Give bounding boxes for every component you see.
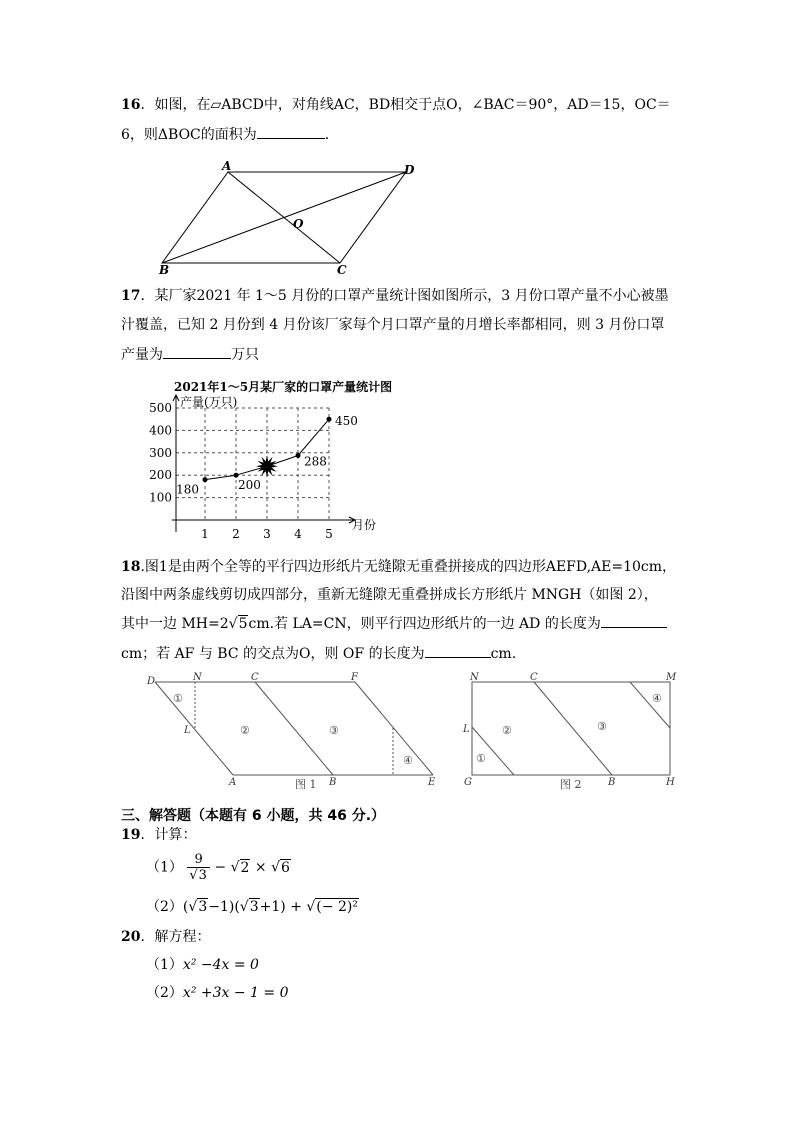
fig2-piece-2: ② [502,724,512,737]
section3-title: 三、解答题（本题有 6 小题，共 46 分.） [121,808,386,824]
ink-blot-shape [256,455,278,477]
edge-da [155,682,233,775]
fig1-piece-3: ③ [329,724,339,737]
fig2-cut-m [630,682,670,728]
fig2-label-b: B [608,777,616,788]
q18-text3b: cm.若 LA=CN，则平行四边形纸片的一边 AD 的长度为 [248,616,601,632]
x-tick-label: 1 [201,527,209,541]
label-a: A [222,159,232,173]
q16-text2: 6，则ΔBOC的面积为 [121,127,257,143]
q18-answer-blank-2[interactable] [425,643,491,658]
edge-fe [355,682,433,775]
fig1-label-e: E [428,777,436,788]
y-tick-label: 300 [149,445,172,460]
q19-p2-mid: −1)( [208,899,240,915]
q16-number: 16 [121,97,141,113]
q17-line2 [121,315,664,335]
fig1-piece-1: ① [173,692,183,705]
q16-line2 [121,124,339,145]
label-o: O [293,217,304,231]
fig1-label-f: F [351,672,358,683]
label-d: D [404,163,415,177]
q19-p2-label: （2） [146,899,183,915]
fig1-caption: 图 1 [295,778,317,791]
q18-number: 18 [121,559,141,575]
q18-text3a: 其中一边 MH=2 [121,616,229,632]
q18-line2 [121,585,658,605]
q19-p2-plus: +1) + [259,899,302,915]
fig2-caption: 图 2 [560,778,582,791]
label-c: C [337,263,347,277]
q20-p1-label: （1） [146,957,183,973]
q19-p2-sqrt-neg2sq: (− 2)² [316,899,358,915]
q20-p2-label: （2） [146,985,183,1001]
fig2-piece-1: ① [476,752,486,765]
q18-answer-blank-1[interactable] [601,613,667,628]
q18-line3: 其中一边 MH=2√5cm.若 LA=CN，则平行四边形纸片的一边 AD 的长度为 [121,613,667,634]
q18-text4b: cm. [490,646,517,662]
q16-text2-end: ． [324,127,339,143]
data-point [327,417,332,422]
fig1-label-l: L [184,725,191,736]
data-point [203,477,208,482]
q19-p1-minus: − [214,859,227,876]
q19-p1-label: （1） [146,859,183,876]
ink-blot-icon [256,455,278,477]
q16-text1: ．如图，在▱ABCD中，对角线AC，BD相交于点O，∠BAC＝90°，AD＝15，OC＝ [140,97,671,113]
series-line-segment [205,475,236,479]
q20-part1 [146,955,259,975]
q17-line1 [121,286,669,306]
q18-line4 [121,643,516,664]
data-label: 200 [238,478,261,493]
data-label: 288 [304,454,327,469]
fig2-piece-3: ③ [597,720,607,733]
q18-text1: .图1是由两个全等的平行四边形纸片无缝隙无重叠拼接成的四边形AEFD,AE=10cm， [140,559,677,575]
q20-number: 20 [121,929,141,945]
fig1-piece-4: ④ [403,754,413,767]
q17-line-chart [140,375,393,550]
fig2-label-m: M [666,672,677,683]
q18-text4a: cm；若 AF 与 BC 的交点为O，则 OF 的长度为 [121,646,425,662]
q17-text2: 汁覆盖，已知 2 月份到 4 月份该厂家每个月口罩产量的月增长率都相同，则 3 月份口罩 [121,317,665,333]
q19-p1-sqrt6: 6 [281,859,290,876]
diagonal-bd [162,172,406,263]
q17-text3-end: 万只 [231,347,259,363]
q17-line3 [121,344,259,365]
q20-part2 [146,983,289,1003]
q19-part1: （1） $\frac{9}{√3}$ − √2 × √6 [146,852,290,883]
chart-title: 2021年1～5月某厂家的口罩产量统计图 [174,380,393,394]
fig2-label-g: G [464,777,472,788]
fig1-label-n: N [193,672,202,683]
y-tick-label: 400 [149,423,172,438]
fig1-label-c: C [251,672,259,683]
q18-figure-1 [145,672,445,792]
q16-line1 [121,95,671,115]
q18-text2: 沿图中两条虚线剪切成四部分，重新无缝隙无重叠拼成长方形纸片 MNGH（如图 2）， [121,587,658,603]
q19-line [121,825,196,845]
q19-p1-sqrt2: 2 [240,859,250,876]
q20-title: ．解方程： [140,929,211,945]
label-b: B [159,263,170,277]
q16-parallelogram-figure [150,160,430,280]
q17-text1: ．某厂家2021 年 1～5 月份的口罩产量统计图如图所示，3 月份口罩产量不小心被墨 [140,288,669,304]
x-tick-label: 4 [294,527,302,541]
q19-p2-sqrt3a: 3 [198,899,208,915]
q19-p2-open: ( [182,899,189,915]
x-tick-label: 3 [263,527,271,541]
q20-p1-equation: x² −4x = 0 [182,957,259,973]
chart-y-ticks [149,401,172,505]
fig2-label-n: N [470,672,479,683]
q17-number: 17 [121,288,141,304]
fig1-piece-2: ② [240,724,250,737]
fig2-label-c: C [530,672,538,683]
q17-answer-blank[interactable] [163,344,231,359]
fig1-label-d: D [147,676,156,687]
y-tick-label: 500 [149,401,172,415]
data-label: 180 [176,482,199,497]
q19-number: 19 [121,827,141,843]
y-tick-label: 100 [149,490,172,505]
fig1-label-b: B [329,777,337,788]
chart-x-ticks [201,527,333,541]
q16-answer-blank[interactable] [257,124,325,139]
fig2-label-h: H [666,777,675,788]
q18-sqrt5: 5 [238,616,248,632]
q19-p1-numerator: 9 [187,852,210,868]
data-point [296,453,301,458]
x-tick-label: 2 [232,527,240,541]
q20-p2-equation: x² +3x − 1 = 0 [182,985,289,1001]
q18-figure-2 [462,672,692,792]
chart-xlabel: 月份 [352,518,377,532]
chart-ylabel: 产量(万只) [180,395,238,409]
y-tick-label: 200 [149,468,172,483]
data-label: 450 [335,414,358,429]
edge-cb [255,682,333,775]
q18-line1 [121,557,676,577]
q19-p1-times: × [254,859,267,876]
fig2-label-l: L [463,724,470,735]
x-tick-label: 5 [325,527,333,541]
series-line-segment [298,419,329,455]
q19-p1-denominator: 3 [198,868,207,883]
fig2-piece-4: ④ [652,692,662,705]
q20-line [121,927,210,947]
q19-p2-sqrt3b: 3 [249,899,259,915]
q19-part2: （2）(√3−1)(√3+1) + √(− 2)² [146,899,358,915]
q19-p1-fraction: $\frac{9}{√3}$ [187,852,210,883]
fig1-label-a: A [229,777,237,788]
q17-text3: 产量为 [121,347,163,363]
q19-title: ．计算： [140,827,197,843]
data-point [234,473,239,478]
